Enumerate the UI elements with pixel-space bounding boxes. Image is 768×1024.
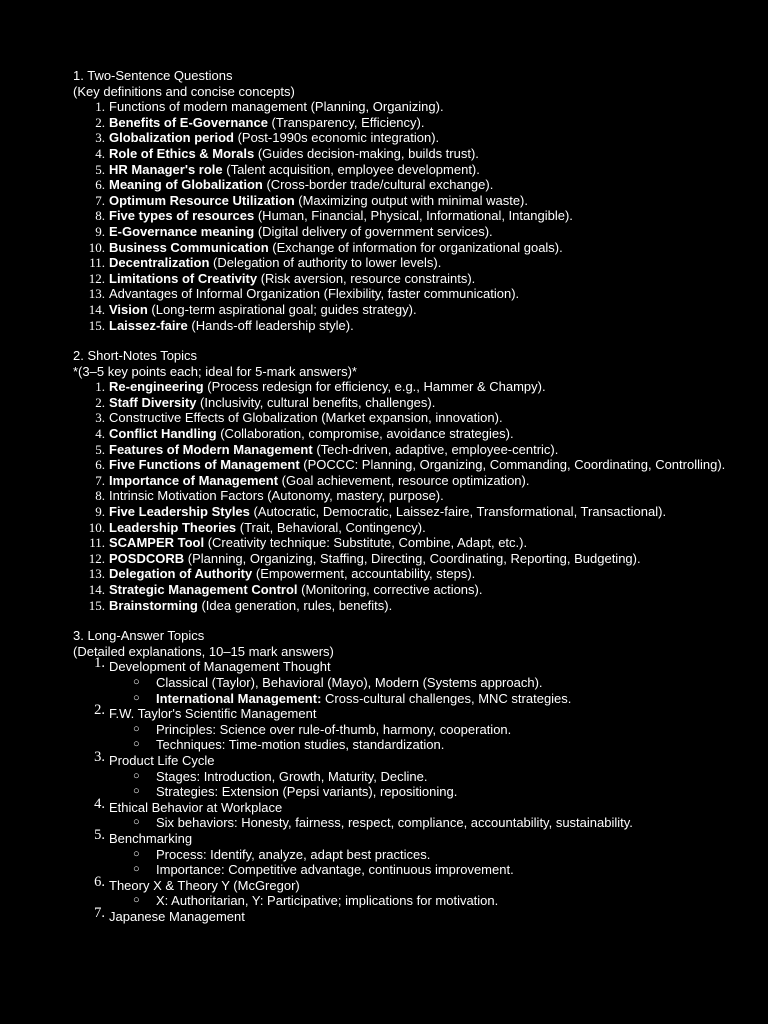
sub-point — [109, 691, 753, 707]
item-bold-term: Laissez-faire — [109, 317, 188, 333]
item-number: 7. — [95, 192, 105, 208]
item-text: Development of Management Thought — [109, 659, 331, 675]
sub-point-list — [109, 675, 753, 706]
item-text: (Trait, Behavioral, Contingency). — [236, 519, 426, 535]
list-item — [73, 795, 753, 831]
list-item — [73, 488, 753, 504]
hollow-circle-bullet-icon: ○ — [133, 769, 140, 782]
list-item — [73, 99, 753, 115]
item-text: (Monitoring, corrective actions). — [297, 582, 483, 597]
question-list — [73, 99, 753, 333]
item-number: 11. — [89, 535, 105, 551]
sub-point-text: Importance: Competitive advantage, continuous improvement. — [156, 862, 514, 878]
item-text: (POCCC: Planning, Organizing, Commanding, Coordinating, Controlling). — [299, 457, 726, 473]
item-number: 4. — [95, 426, 105, 442]
section-heading: 3. Long-Answer Topics — [73, 628, 205, 644]
item-bold-term: Re-engineering — [109, 379, 204, 395]
item-bold-term: Five Functions of Management — [109, 457, 300, 473]
item-text: (Idea generation, rules, benefits). — [197, 597, 393, 613]
item-number: 12. — [88, 550, 105, 566]
hollow-circle-bullet-icon: ○ — [133, 691, 140, 704]
sub-point-bold-term: International Management: — [156, 690, 322, 706]
section-short-notes-topics — [73, 348, 753, 613]
list-item — [73, 271, 753, 287]
sub-point-text: Techniques: Time-motion studies, standardization. — [156, 737, 445, 753]
sub-point-list — [109, 893, 753, 909]
item-number: 1. — [94, 655, 105, 672]
item-text: Japanese Management — [109, 908, 245, 924]
item-bold-term: Vision — [109, 301, 148, 317]
item-bold-term: Benefits of E-Governance — [109, 114, 268, 130]
sub-point-text: Six behaviors: Honesty, fairness, respect, compliance, accountability, sustainability. — [156, 815, 633, 831]
list-item — [73, 177, 753, 193]
sub-point-text: X: Authoritarian, Y: Participative; implications for motivation. — [156, 893, 499, 909]
item-text: (Talent acquisition, employee development). — [222, 161, 480, 177]
item-bold-term: Features of Modern Management — [109, 441, 313, 457]
item-number: 4. — [95, 145, 105, 161]
item-text: (Human, Financial, Physical, Informational, Intangible). — [254, 208, 573, 224]
item-text: Ethical Behavior at Workplace — [109, 799, 283, 815]
sub-point-list — [109, 722, 753, 753]
item-bold-term: Limitations of Creativity — [109, 270, 258, 286]
sub-point-text: Principles: Science over rule-of-thumb, harmony, cooperation. — [156, 721, 512, 737]
sub-point — [109, 847, 753, 863]
item-text: (Planning, Organizing, Staffing, Directing, Coordinating, Reporting, Budgeting). — [184, 550, 641, 566]
hollow-circle-bullet-icon: ○ — [133, 863, 140, 876]
section-heading: 2. Short-Notes Topics — [73, 348, 198, 364]
item-number: 9. — [95, 504, 105, 520]
item-text: (Autocratic, Democratic, Laissez-faire, Transformational, Transactional). — [249, 504, 667, 520]
section-subtitle: (Key definitions and concise concepts) — [73, 83, 295, 99]
item-bold-term: Delegation of Authority — [109, 566, 253, 582]
list-item — [73, 520, 753, 536]
item-number: 7. — [94, 904, 105, 921]
list-item — [73, 566, 753, 582]
item-text: (Post-1990s economic integration). — [233, 130, 440, 146]
item-number: 5. — [94, 826, 105, 843]
item-number: 6. — [95, 177, 105, 193]
item-number: 15. — [88, 597, 105, 613]
list-item — [73, 826, 753, 878]
item-bold-term: Optimum Resource Utilization — [109, 192, 295, 208]
list-item — [73, 442, 753, 458]
list-item — [73, 130, 753, 146]
sub-point-text: Cross-cultural challenges, MNC strategies. — [321, 690, 572, 706]
item-bold-term: Staff Diversity — [109, 394, 197, 410]
item-number: 8. — [95, 208, 105, 224]
list-item — [73, 302, 753, 318]
item-text: (Maximizing output with minimal waste). — [294, 192, 528, 208]
item-text: (Exchange of information for organizational goals). — [268, 239, 563, 255]
list-item — [73, 379, 753, 395]
item-number: 3. — [94, 748, 105, 765]
list-item — [73, 318, 753, 334]
item-text: Theory X & Theory Y (McGregor) — [109, 877, 300, 893]
list-item — [73, 146, 753, 162]
item-number: 2. — [95, 114, 105, 130]
item-number: 2. — [95, 394, 105, 410]
list-item — [73, 395, 753, 411]
list-item — [73, 162, 753, 178]
item-text: (Delegation of authority to lower levels). — [209, 255, 442, 271]
hollow-circle-bullet-icon: ○ — [133, 738, 140, 751]
hollow-circle-bullet-icon: ○ — [133, 816, 140, 829]
item-number: 14. — [88, 582, 105, 597]
document-page — [73, 68, 753, 939]
list-item — [73, 702, 753, 753]
item-number: 13. — [88, 286, 105, 302]
item-bold-term: HR Manager's role — [109, 161, 223, 177]
item-number: 5. — [95, 441, 105, 457]
item-number: 9. — [95, 223, 105, 239]
item-number: 10. — [88, 239, 105, 255]
item-text: (Collaboration, compromise, avoidance strategies). — [216, 426, 514, 442]
topic-list — [73, 379, 753, 613]
long-answer-list — [73, 655, 753, 924]
item-text: Benchmarking — [109, 830, 193, 846]
item-bold-term: Meaning of Globalization — [109, 177, 263, 193]
item-bold-term: Strategic Management Control — [109, 582, 298, 597]
list-item — [73, 457, 753, 473]
item-text: Intrinsic Motivation Factors (Autonomy, mastery, purpose). — [109, 488, 444, 504]
item-text: (Hands-off leadership style). — [187, 317, 354, 333]
item-text: (Long-term aspirational goal; guides strategy). — [147, 301, 417, 317]
sub-point — [109, 815, 753, 831]
sub-point — [109, 675, 753, 691]
item-bold-term: Role of Ethics & Morals — [109, 145, 255, 161]
sub-point-text: Process: Identify, analyze, adapt best practices. — [156, 846, 431, 862]
sub-point-text: Classical (Taylor), Behavioral (Mayo), Modern (Systems approach). — [156, 674, 543, 690]
item-number: 8. — [95, 488, 105, 504]
sub-point — [109, 862, 753, 878]
item-text: (Process redesign for efficiency, e.g., Hammer & Champy). — [203, 379, 546, 395]
list-item — [73, 535, 753, 551]
list-item — [73, 286, 753, 302]
sub-point — [109, 722, 753, 738]
item-text: (Risk aversion, resource constraints). — [257, 270, 476, 286]
sub-point-list — [109, 847, 753, 878]
item-text: F.W. Taylor's Scientific Management — [109, 706, 317, 722]
item-bold-term: Conflict Handling — [109, 426, 217, 442]
list-item — [73, 551, 753, 567]
item-number: 1. — [95, 99, 105, 115]
list-item — [73, 115, 753, 131]
item-bold-term: E-Governance meaning — [109, 223, 255, 239]
item-number: 2. — [94, 702, 105, 719]
sub-point — [109, 784, 753, 800]
list-item — [73, 748, 753, 800]
list-item — [73, 193, 753, 209]
sub-point — [109, 769, 753, 785]
item-text: (Cross-border trade/cultural exchange). — [262, 177, 494, 193]
item-bold-term: Importance of Management — [109, 472, 279, 488]
list-item — [73, 208, 753, 224]
hollow-circle-bullet-icon: ○ — [133, 722, 140, 735]
item-number: 12. — [88, 270, 105, 286]
list-item — [73, 873, 753, 909]
item-number: 1. — [95, 379, 105, 395]
item-number: 14. — [88, 301, 105, 317]
list-item — [73, 473, 753, 489]
item-bold-term: POSDCORB — [109, 550, 185, 566]
sub-point — [109, 893, 753, 909]
list-item — [73, 224, 753, 240]
item-text: (Inclusivity, cultural benefits, challenges). — [196, 394, 436, 410]
list-item — [73, 240, 753, 256]
hollow-circle-bullet-icon: ○ — [133, 894, 140, 907]
item-bold-term: SCAMPER Tool — [109, 535, 205, 551]
hollow-circle-bullet-icon: ○ — [133, 675, 140, 688]
list-item — [73, 504, 753, 520]
sub-point-text: Strategies: Extension (Pepsi variants), repositioning. — [156, 784, 458, 800]
item-bold-term: Decentralization — [109, 255, 210, 271]
item-bold-term: Five Leadership Styles — [109, 504, 250, 520]
item-text: (Tech-driven, adaptive, employee-centric). — [312, 441, 559, 457]
hollow-circle-bullet-icon: ○ — [133, 785, 140, 798]
list-item — [73, 598, 753, 614]
item-number: 11. — [89, 255, 105, 271]
section-long-answer-topics — [73, 628, 753, 924]
sub-point-list — [109, 769, 753, 800]
item-text: (Goal achievement, resource optimization). — [278, 472, 530, 488]
item-bold-term: Business Communication — [109, 239, 269, 255]
section-two-sentence-questions — [73, 68, 753, 333]
item-number: 3. — [95, 410, 105, 426]
item-number: 4. — [94, 795, 105, 812]
list-item — [73, 904, 753, 925]
item-number: 7. — [95, 472, 105, 488]
sub-point-text: Stages: Introduction, Growth, Maturity, Decline. — [156, 768, 428, 784]
item-number: 3. — [95, 130, 105, 146]
list-item — [73, 255, 753, 271]
item-number: 13. — [88, 566, 105, 582]
item-text: Advantages of Informal Organization (Flexibility, faster communication). — [109, 286, 520, 302]
item-bold-term: Leadership Theories — [109, 519, 237, 535]
item-text: (Digital delivery of government services). — [254, 223, 493, 239]
sub-point-list — [109, 815, 753, 831]
item-text: (Guides decision-making, builds trust). — [254, 145, 479, 161]
item-text: Constructive Effects of Globalization (Market expansion, innovation). — [109, 410, 503, 426]
item-text: (Empowerment, accountability, steps). — [252, 566, 476, 582]
hollow-circle-bullet-icon: ○ — [133, 847, 140, 860]
item-bold-term: Five types of resources — [109, 208, 255, 224]
item-text: (Creativity technique: Substitute, Combine, Adapt, etc.). — [204, 535, 528, 551]
section-heading: 1. Two-Sentence Questions — [73, 68, 233, 83]
item-text: (Transparency, Efficiency). — [267, 114, 425, 130]
item-number: 15. — [88, 317, 105, 333]
item-number: 6. — [94, 873, 105, 890]
item-bold-term: Globalization period — [109, 130, 234, 146]
item-number: 10. — [88, 519, 105, 535]
item-bold-term: Brainstorming — [109, 597, 198, 613]
section-subtitle: *(3–5 key points each; ideal for 5-mark answers)* — [73, 363, 357, 379]
list-item — [73, 426, 753, 442]
list-item — [73, 582, 753, 598]
list-item — [73, 655, 753, 706]
list-item — [73, 410, 753, 426]
item-number: 5. — [95, 161, 105, 177]
item-text: Functions of modern management (Planning, Organizing). — [109, 99, 444, 115]
item-text: Product Life Cycle — [109, 752, 215, 768]
sub-point — [109, 737, 753, 753]
section-subtitle: (Detailed explanations, 10–15 mark answers) — [73, 643, 334, 659]
item-number: 6. — [95, 457, 105, 473]
